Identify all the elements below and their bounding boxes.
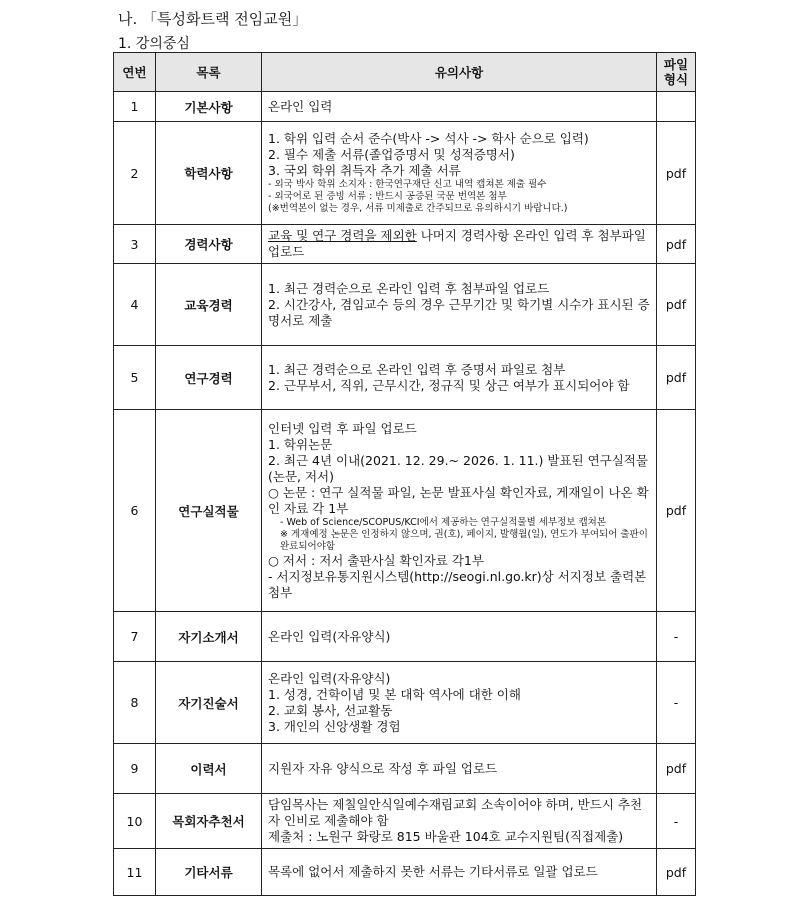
row-item: 연구경력 [156,346,262,410]
note-line: 2. 필수 제출 서류(졸업증명서 및 성적증명서) [268,147,515,162]
note-small-line: - 외국 박사 학위 소지자 : 한국연구재단 신고 내역 캡쳐본 제출 필수 [268,179,547,190]
note-line: 목록에 없어서 제출하지 못한 서류는 기타서류로 일괄 업로드 [268,864,598,879]
note-line: 온라인 입력(자유양식) [268,628,391,644]
row-item: 연구실적물 [156,410,262,612]
row-number: 1 [114,92,156,122]
note-line: 1. 학위 입력 순서 준수(박사 -> 석사 -> 학사 순으로 입력) [268,131,589,146]
table-row [114,264,696,346]
header-no: 연번 [114,53,156,92]
header-format [657,53,696,92]
row-format: - [657,662,696,744]
row-notes [262,794,657,849]
row-notes [262,264,657,346]
row-item: 기본사항 [156,92,262,122]
row-number: 6 [114,410,156,612]
row-format: pdf [657,744,696,794]
row-notes [262,92,657,122]
row-notes [262,849,657,896]
row-notes [262,612,657,662]
table-row [114,662,696,744]
note-text: 나머지 경력사항 온라인 입력 후 첨부파일 업로드 [268,228,646,259]
note-line: ○ 논문 : 연구 실적물 파일, 논문 발표사실 확인자료, 게재일이 나온 확인 자료 각 1부 [268,484,649,516]
subsection-heading: 1. 강의중심 [118,36,190,52]
note-line: 1. 최근 경력순으로 온라인 입력 후 첨부파일 업로드 [268,280,550,296]
note-line: 2. 근무부서, 직위, 근무시간, 정규직 및 상근 여부가 표시되어야 함 [268,377,630,393]
row-number: 2 [114,122,156,225]
note-line: 온라인 입력(자유양식) [268,670,391,686]
row-number: 8 [114,662,156,744]
row-format: pdf [657,410,696,612]
row-number: 11 [114,849,156,896]
row-notes [262,410,657,612]
note-line: 지원자 자유 양식으로 작성 후 파일 업로드 [268,760,498,776]
row-format [657,92,696,122]
header-format-line2: 형식 [663,72,689,87]
note-line: 1. 성경, 건학이념 및 본 대학 역사에 대한 이해 [268,686,521,702]
underlined-note: 교육 및 연구 경력을 제외한 [268,228,417,243]
row-number: 5 [114,346,156,410]
row-format: pdf [657,225,696,264]
header-format-line1: 파일 [663,57,689,72]
row-item: 이력서 [156,744,262,794]
row-number: 10 [114,794,156,849]
header-item: 목록 [156,53,262,92]
note-line: 제출처 : 노원구 화랑로 815 바울관 104호 교수지원팀(직접제출) [268,829,624,844]
note-small-line: - 외국어로 된 증빙 서류 : 반드시 공증된 국문 번역본 첨부 [268,191,507,202]
row-number: 4 [114,264,156,346]
row-notes [262,225,657,264]
row-item: 학력사항 [156,122,262,225]
table-row [114,794,696,849]
header-notes: 유의사항 [262,53,657,92]
requirements-table [113,52,696,896]
row-format: - [657,794,696,849]
table-row [114,225,696,264]
table-row [114,122,696,225]
note-line: 1. 학위논문 [268,436,333,452]
table-row [114,92,696,122]
row-number: 3 [114,225,156,264]
note-line: 1. 최근 경력순으로 온라인 입력 후 증명서 파일로 첨부 [268,361,566,377]
row-notes [262,662,657,744]
row-notes [262,744,657,794]
note-line: ○ 저서 : 저서 출판사실 확인자료 각1부 [268,552,484,568]
note-small-line: ※ 게재예정 논문은 인정하지 않으며, 권(호), 페이지, 발행월(일), 연도가 부여되어 출판이 완료되어야함 [280,528,648,552]
note-line: 담임목사는 제칠일안식일예수재림교회 소속이어야 하며, 반드시 추천자 인비로 제출해야 함 [268,797,643,828]
note-line: 2. 시간강사, 겸임교수 등의 경우 근무기간 및 학기별 시수가 표시된 증명서로 제출 [268,296,650,328]
table-row [114,612,696,662]
row-format: pdf [657,122,696,225]
row-format: pdf [657,849,696,896]
row-notes [262,346,657,410]
row-notes [262,122,657,225]
row-item: 목회자추천서 [156,794,262,849]
note-line: 2. 교회 봉사, 선교활동 [268,702,393,718]
row-format: pdf [657,264,696,346]
row-item: 교육경력 [156,264,262,346]
note-line: 3. 개인의 신앙생활 경험 [268,718,401,734]
note-line: 인터넷 입력 후 파일 업로드 [268,420,417,436]
note-line: 온라인 입력 [268,98,333,114]
row-number: 7 [114,612,156,662]
note-line: 3. 국외 학위 취득자 추가 제출 서류 [268,163,461,178]
row-item: 기타서류 [156,849,262,896]
table-row [114,346,696,410]
section-heading: 나. 「특성화트랙 전임교원」 [118,10,308,28]
row-item: 자기진술서 [156,662,262,744]
note-line: 2. 최근 4년 이내(2021. 12. 29.~ 2026. 1. 11.) 발표된 연구실적물(논문, 저서) [268,452,648,484]
table-header-row [114,53,696,92]
table-row [114,849,696,896]
note-small-line: (※번역본이 없는 경우, 서류 미제출로 간주되므로 유의하시기 바랍니다.) [268,203,568,214]
row-item: 자기소개서 [156,612,262,662]
table-row [114,744,696,794]
note-line: - 서지정보유통지원시스템(http://seogi.nl.go.kr)상 서지정보 출력본 첨부 [268,568,647,600]
row-item: 경력사항 [156,225,262,264]
table-row [114,410,696,612]
row-format: pdf [657,346,696,410]
row-format: - [657,612,696,662]
note-small-line: - Web of Science/SCOPUS/KCI에서 제공하는 연구실적물별 세부정보 캡쳐본 [280,516,607,528]
row-number: 9 [114,744,156,794]
